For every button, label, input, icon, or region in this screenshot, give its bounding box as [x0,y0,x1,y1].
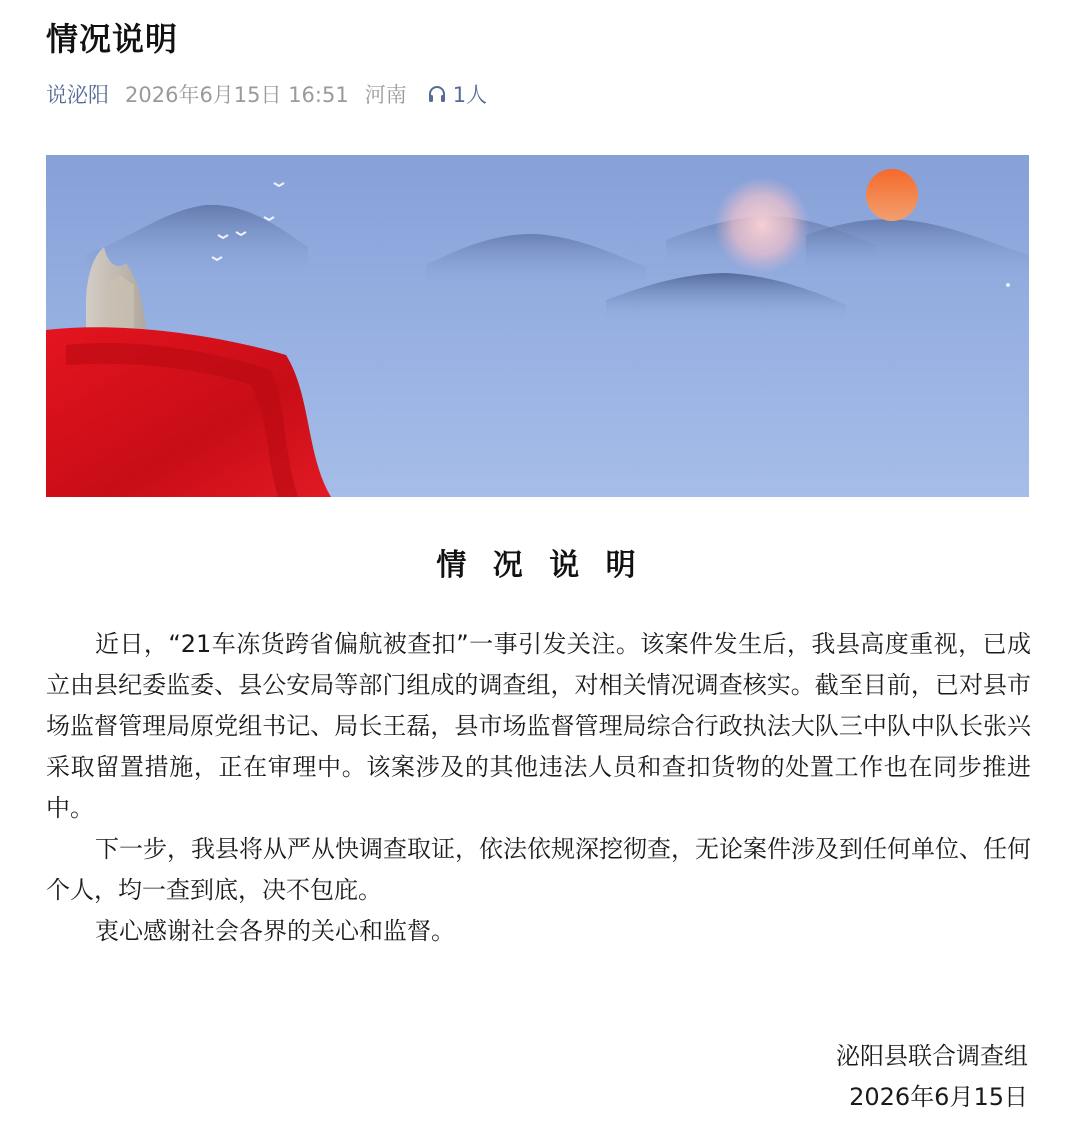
listener-count: 1人 [452,83,488,107]
banner-image [46,155,1029,497]
article-title: 情况说明 [46,20,179,58]
signature-block [836,1036,1028,1118]
paragraph: 下一步，我县将从严从快调查取证，依法依规深挖彻查，无论案件涉及到任何单位、任何个人，均一查到底，决不包庇。 [46,835,1031,904]
headphones-icon [427,84,447,104]
account-name-link[interactable]: 说泌阳 [46,83,109,107]
signature-date: 2026年6月15日 [849,1083,1028,1111]
document-heading: 情 况 说 明 [436,548,644,583]
publish-datetime: 2026年6月15日 16:51 [125,83,349,107]
document-body [46,624,1031,952]
signature-org: 泌阳县联合调查组 [836,1042,1028,1070]
paragraph: 衷心感谢社会各界的关心和监督。 [95,917,455,945]
publish-region: 河南 [364,83,407,107]
article-meta [46,78,487,110]
paragraph: 近日，“21车冻货跨省偏航被查扣”一事引发关注。该案件发生后，我县高度重视，已成立由县纪委监委、县公安局等部门组成的调查组，对相关情况调查核实。截至目前，已对县市场监督管理局原党组书记、局长王磊，县市场监督管理局综合行政执法大队三中队中队长张兴采取留置措施，正在审理中。该案涉及的其他违法人员和查扣货物的处置工作也在同步推进中。 [46,630,1031,822]
listen-button[interactable] [427,79,487,109]
